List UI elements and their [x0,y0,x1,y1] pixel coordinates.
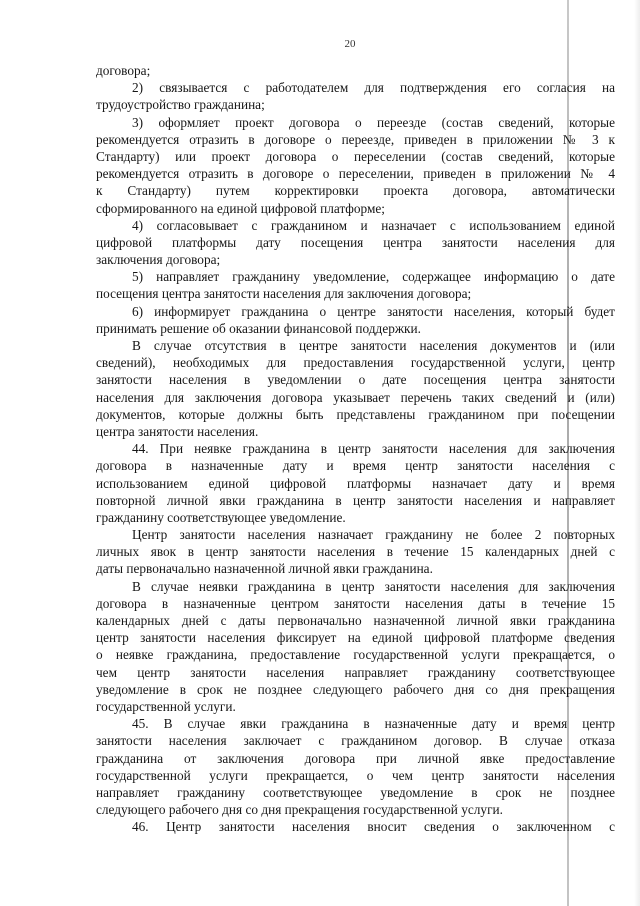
text-line: Стандарту) или проект договора о переселении (состав сведений, которые [96,148,615,164]
paragraph [96,440,615,526]
text-line: 3) оформляет проект договора о переезде (состав сведений, которые [132,114,615,130]
text-line: государственной услуги прекращается, о чем центр занятости населения [96,767,615,783]
text-line: личных явок в центр занятости населения в течение 15 календарных дней с [96,544,615,560]
text-line: В случае отсутствия в центре занятости населения документов и (или [132,338,615,353]
text-line: 5) направляет гражданину уведомление, содержащее информацию о дате [132,269,615,285]
paragraph [96,303,615,337]
text-line: уведомление в срок не позднее следующего рабочего дня со дня прекращения [96,681,615,697]
text-line: договора в назначенные центром занятости населения даты в течение 15 [96,595,615,611]
text-line: к Стандарту) путем корректировки проекта договора, автоматически [96,183,615,199]
text-line: населения для заключения договора указывает перечень таких сведений и (или) [96,389,615,405]
text-line: рекомендуется отразить в договоре о переселении, приведен в приложении № 4 [96,166,615,182]
text-line: заключения договора; [96,252,221,268]
text-line: 45. В случае явки гражданина в назначенные дату и время центр [132,716,615,732]
text-line: чем центр занятости населения направляет гражданину соответствующее [96,664,615,680]
text-line: документов, которые должны быть представлены гражданином при посещении [96,406,615,422]
paragraph [96,526,615,578]
text-line: 46. Центр занятости населения вносит сведения о заключенном с [132,819,615,835]
paragraph [96,715,615,818]
text-line: принимать решение об оказании финансовой поддержки. [96,320,421,336]
text-line: сформированного на единой цифровой платформе; [96,200,385,216]
text-line: цифровой платформы дату посещения центра занятости населения для [96,234,615,250]
text-line: повторной личной явки гражданина в центр занятости населения и направляет [96,492,615,508]
document-body [96,62,615,835]
text-line: 44. При неявке гражданина в центр занятости населения для заключения [132,441,615,457]
text-line: 4) согласовывает с гражданином и назначает с использованием единой [132,217,615,233]
text-line: сведений), необходимых для предоставления государственной услуги, центр [96,355,615,371]
paragraph [96,114,615,217]
text-line: о неявке гражданина, предоставление государственной услуги прекращается, о [96,647,615,663]
text-line: использованием единой цифровой платформы назначает дату и время [96,475,615,491]
text-line: календарных дней с даты первоначально назначенной личной явки гражданина [96,613,615,628]
text-line: государственной услуги. [96,698,236,714]
text-line: следующего рабочего дня со дня прекращения государственной услуги. [96,802,503,818]
paragraph [96,79,615,113]
page-number: 20 [344,38,356,50]
paragraph [96,818,615,835]
paragraph [96,337,615,440]
text-line: В случае неявки гражданина в центр занятости населения для заключения [132,578,615,594]
text-line: гражданину соответствующее уведомление. [96,509,346,525]
paragraph [96,62,615,79]
text-line: 2) связывается с работодателем для подтверждения его согласия на [132,80,615,96]
text-line: договора в назначенные дату и время центр занятости населения с [96,458,615,474]
text-line: занятости населения в уведомлении о дате посещения центра занятости [96,372,615,388]
paragraph [96,217,615,269]
text-line: посещения центра занятости населения для заключения договора; [96,286,472,302]
text-line: направляет гражданину соответствующее уведомление в срок не позднее [96,784,615,800]
paragraph [96,578,615,716]
scan-edge-shadow [634,0,640,906]
paragraph [96,268,615,302]
text-line: рекомендуется отразить в договоре о переезде, приведен в приложении № 3 к [96,131,615,147]
text-line: центр занятости населения фиксирует на единой цифровой платформе сведения [96,630,615,646]
text-line: даты первоначально назначенной личной явки гражданина. [96,561,433,577]
text-line: гражданина от заключения договора при личной явке предоставление [96,750,615,766]
text-line: договора; [96,63,151,78]
text-line: трудоустройство гражданина; [96,97,265,113]
text-line: Центр занятости населения назначает гражданину не более 2 повторных [132,527,615,543]
text-line: центра занятости населения. [96,423,259,439]
text-line: занятости населения заключает с гражданином договор. В случае отказа [96,733,615,749]
text-line: 6) информирует гражданина о центре занятости населения, который будет [132,303,615,319]
